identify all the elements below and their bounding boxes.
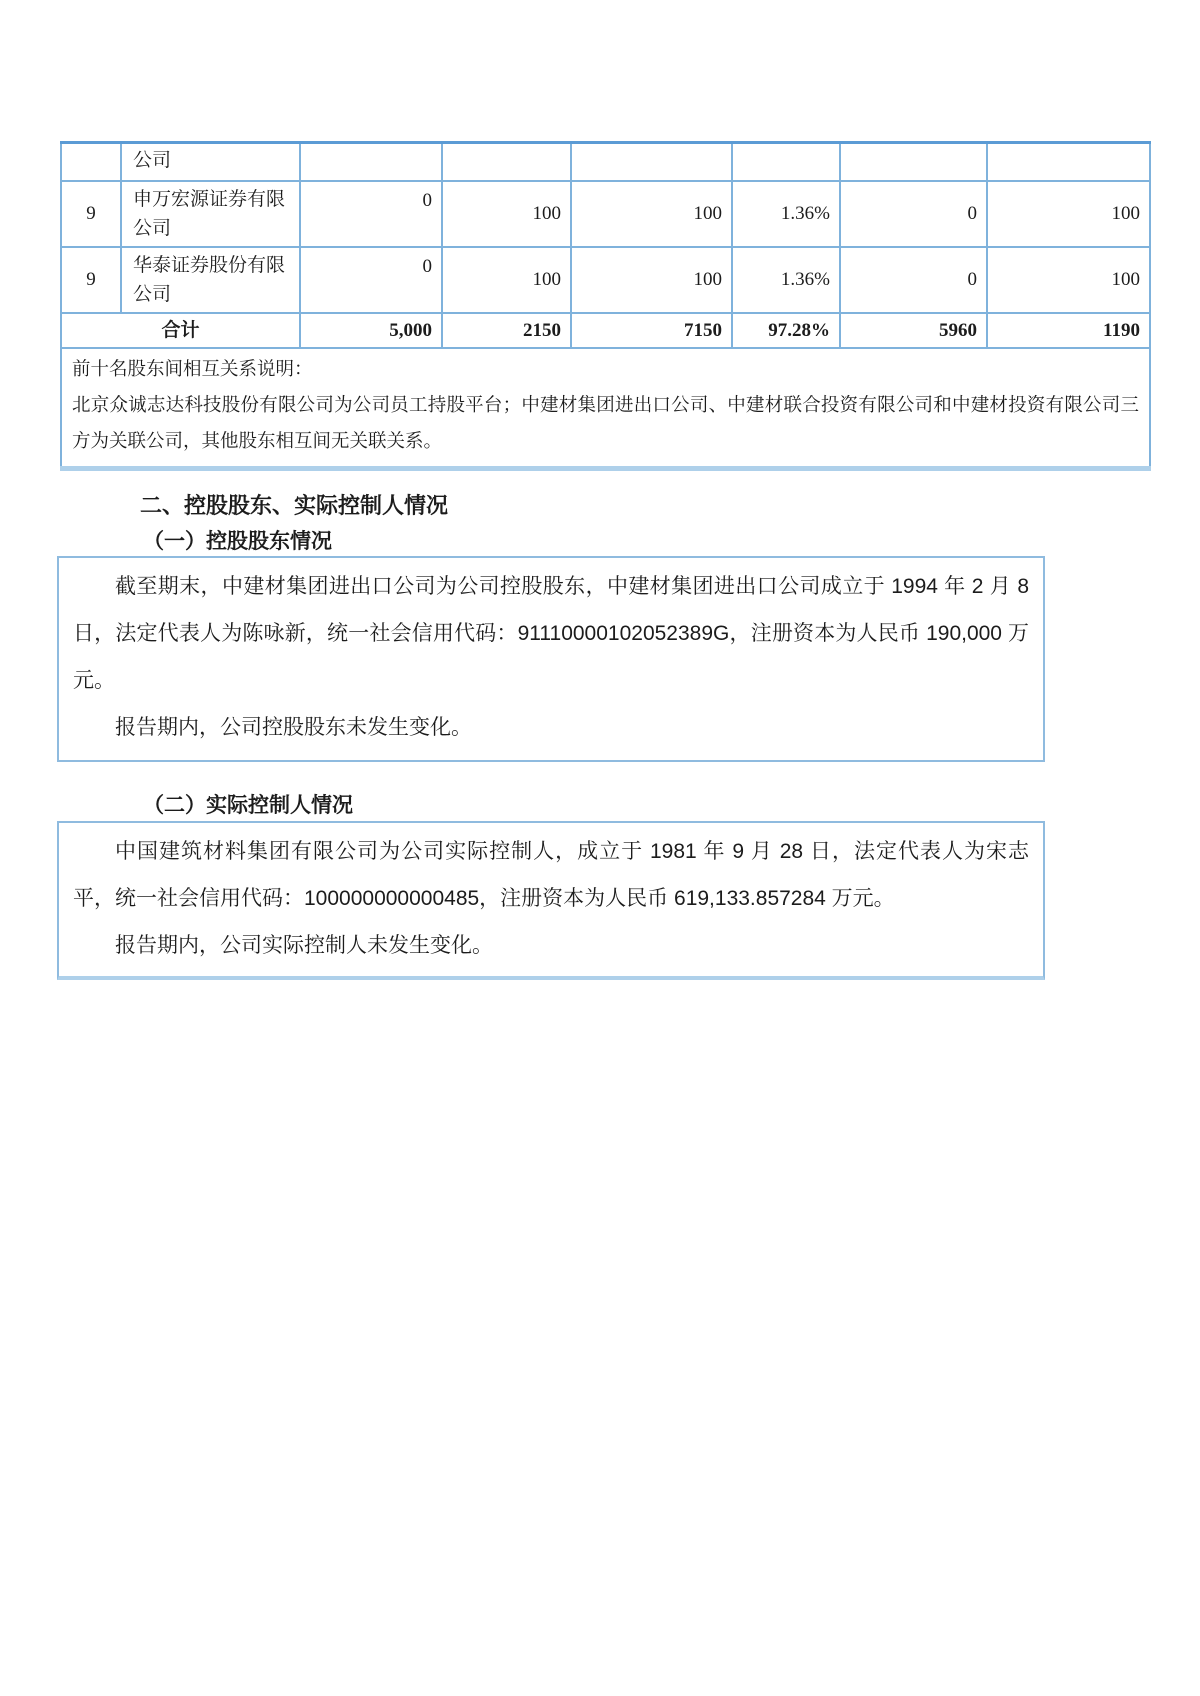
actual-controller-change-note: 报告期内，公司实际控制人未发生变化。 [115, 934, 493, 957]
total-value-cell: 5960 [840, 313, 987, 348]
actual-controller-paragraph: 中国建筑材料集团有限公司为公司实际控制人，成立于 1981 年 9 月 28 日，法定代表人为宋志平，统一社会信用代码：100000000000485，注册资本为人民币 619,133.857284 万元。 [73, 840, 1029, 910]
company-name-cell: 华泰证券股份有限公司 [121, 247, 300, 313]
value-cell: 100 [571, 181, 732, 247]
rank-cell: 9 [61, 247, 121, 313]
relationship-note-cell [61, 348, 1150, 469]
value-cell: 0 [300, 247, 442, 313]
ratio-cell: 1.36% [732, 181, 840, 247]
table-row-relationship-note [61, 348, 1150, 469]
value-cell [571, 143, 732, 182]
table-row-shareholder [61, 181, 1150, 247]
total-value-cell: 7150 [571, 313, 732, 348]
company-name-cell: 公司 [121, 143, 300, 182]
section-heading-controlling-shareholder: 二、控股股东、实际控制人情况 [140, 493, 449, 518]
value-cell: 0 [840, 181, 987, 247]
rank-cell: 9 [61, 181, 121, 247]
table-row-shareholder [61, 247, 1150, 313]
value-cell: 100 [987, 247, 1150, 313]
value-cell: 0 [300, 181, 442, 247]
total-label-cell: 合计 [61, 313, 300, 348]
controlling-shareholder-paragraph: 截至期末，中建材集团进出口公司为公司控股股东，中建材集团进出口公司成立于 1994 年 2 月 8 日，法定代表人为陈咏新，统一社会信用代码：91110000102052389G，注册资本为人民币 190,000 万元。 [73, 575, 1029, 692]
company-name-cell: 申万宏源证券有限公司 [121, 181, 300, 247]
subsection-heading-controlling-shareholder: （一）控股股东情况 [143, 530, 332, 553]
actual-controller-box [57, 821, 1045, 980]
value-cell: 100 [571, 247, 732, 313]
total-value-cell: 5,000 [300, 313, 442, 348]
top-shareholders-table [60, 141, 1151, 471]
value-cell: 0 [840, 247, 987, 313]
controlling-shareholder-change-note: 报告期内，公司控股股东未发生变化。 [115, 716, 472, 739]
relationship-note-title: 前十名股东间相互关系说明： [72, 360, 313, 381]
value-cell [840, 143, 987, 182]
relationship-note-body: 北京众诚志达科技股份有限公司为公司员工持股平台；中建材集团进出口公司、中建材联合投资有限公司和中建材投资有限公司三方为关联公司，其他股东相互间无关联关系。 [72, 396, 1139, 453]
total-ratio-cell: 97.28% [732, 313, 840, 348]
total-value-cell: 2150 [442, 313, 571, 348]
value-cell: 100 [442, 247, 571, 313]
value-cell: 100 [987, 181, 1150, 247]
value-cell: 100 [442, 181, 571, 247]
table-row-continuation [61, 143, 1150, 182]
subsection-heading-actual-controller: （二）实际控制人情况 [143, 794, 353, 817]
controlling-shareholder-box [57, 556, 1045, 762]
value-cell [442, 143, 571, 182]
rank-cell [61, 143, 121, 182]
ratio-cell: 1.36% [732, 247, 840, 313]
table-row-total [61, 313, 1150, 348]
total-value-cell: 1190 [987, 313, 1150, 348]
value-cell [300, 143, 442, 182]
value-cell [732, 143, 840, 182]
value-cell [987, 143, 1150, 182]
